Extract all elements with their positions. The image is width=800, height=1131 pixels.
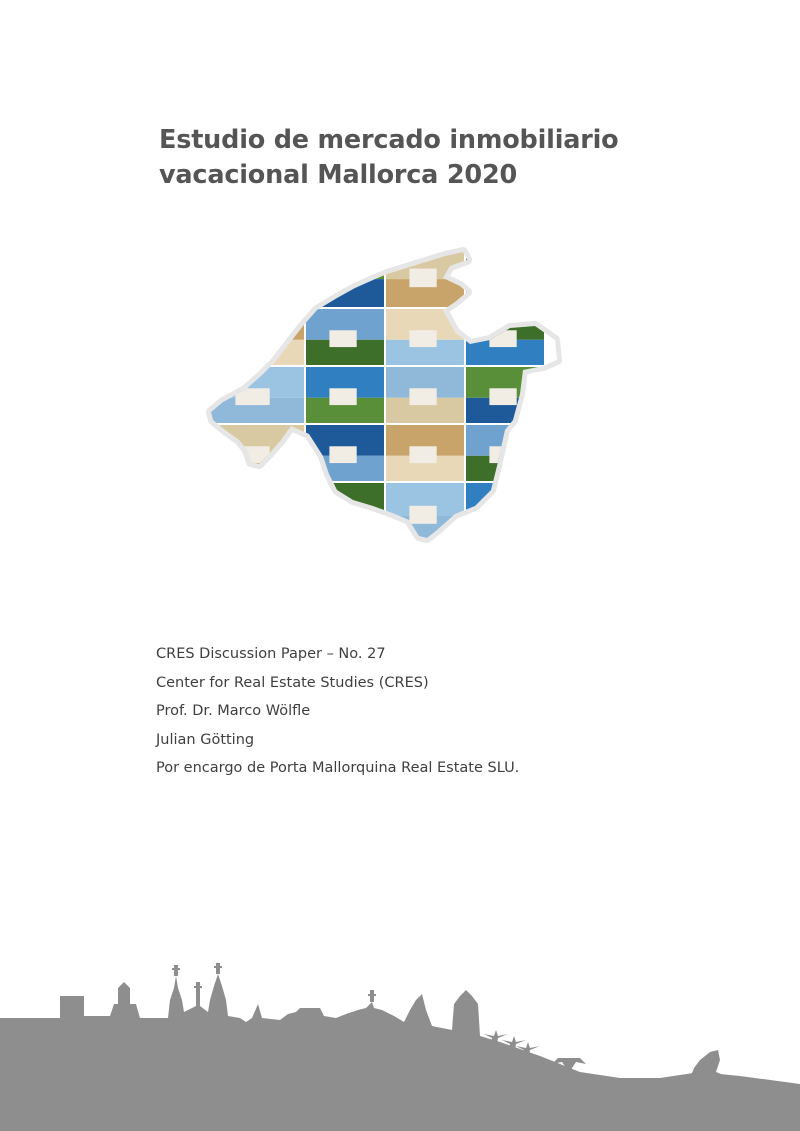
photo-tile <box>306 483 384 543</box>
photo-tile <box>206 245 304 307</box>
photo-tile <box>386 425 464 481</box>
photo-tile <box>306 367 384 423</box>
photo-tiles <box>205 244 575 544</box>
paper-details <box>156 640 656 783</box>
author-line-1: Prof. Dr. Marco Wölfle <box>156 703 311 719</box>
commission-line: Por encargo de Porta Mallorquina Real Estate SLU. <box>156 760 520 776</box>
photo-tile <box>306 309 384 365</box>
series-line: CRES Discussion Paper – No. 27 <box>156 646 386 662</box>
title-line-2: vacacional Mallorca 2020 <box>159 160 518 190</box>
photo-tile <box>466 245 544 307</box>
photo-tile <box>466 483 544 543</box>
photo-tile <box>386 483 464 543</box>
photo-tile <box>466 309 544 365</box>
photo-tile <box>466 367 544 423</box>
document-title <box>159 123 719 193</box>
center-line: Center for Real Estate Studies (CRES) <box>156 674 429 691</box>
palma-skyline-silhouette-icon <box>0 960 800 1131</box>
photo-tile <box>386 367 464 423</box>
photo-tile <box>206 483 304 543</box>
author-line-2: Julian Götting <box>156 731 255 748</box>
title-line-1: Estudio de mercado inmobiliario <box>159 125 619 155</box>
mallorca-photo-collage-map-icon <box>205 244 575 544</box>
